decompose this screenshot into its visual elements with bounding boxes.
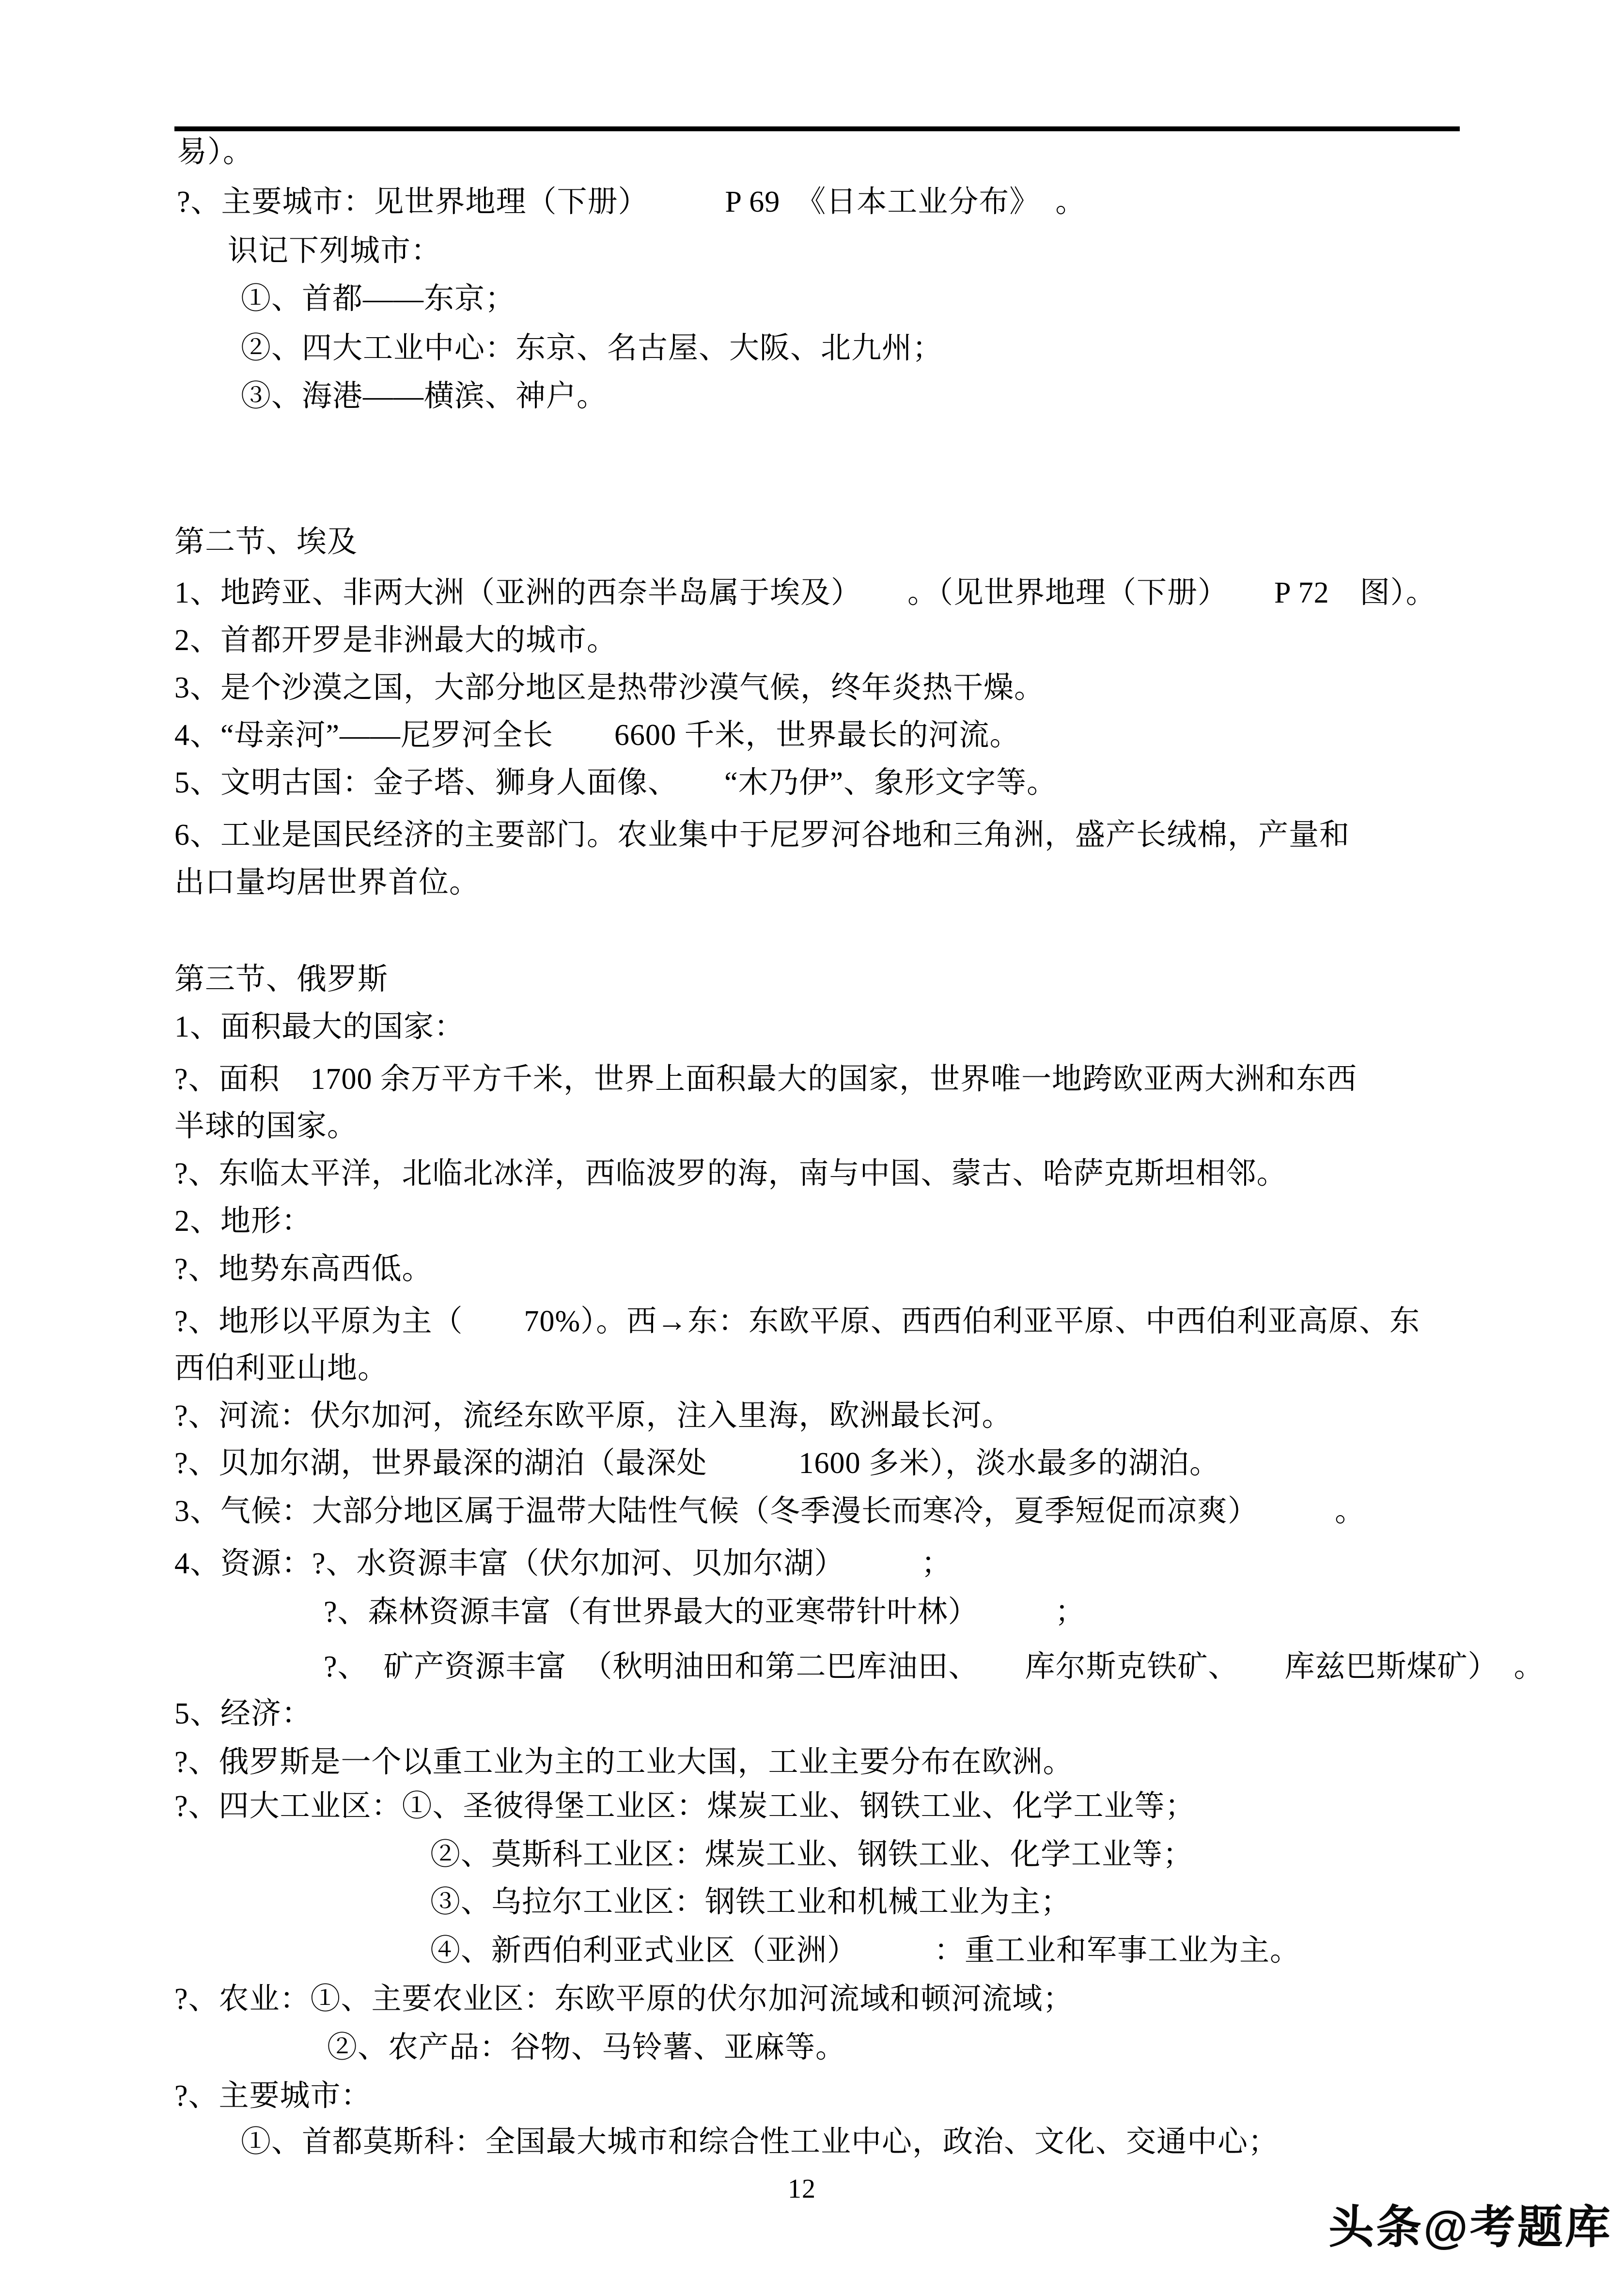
- section-heading-egypt: 第二节、埃及: [174, 526, 358, 558]
- text-line: ?、农业：①、主要农业区：东欧平原的伏尔加河流域和顿河流域；: [174, 1983, 1074, 2016]
- text-line: ?、主要城市：: [174, 2079, 372, 2112]
- text-line: 6、工业是国民经济的主要部门。农业集中于尼罗河谷地和三角洲，盛产长绒棉，产量和: [174, 819, 1350, 852]
- text-line: ?、地势东高西低。: [174, 1253, 433, 1286]
- list-item: ①、首都莫斯科：全国最大城市和综合性工业中心，政治、文化、交通中心；: [241, 2125, 1279, 2158]
- list-item: ②、四大工业中心：东京、名古屋、大阪、北九州；: [241, 332, 943, 365]
- text-line: 半球的国家。: [174, 1110, 358, 1143]
- text-line: ?、主要城市：见世界地理（下册） P 69 《日本工业分布》 。: [177, 186, 1086, 218]
- list-item: ④、新西伯利亚式业区（亚洲） ：重工业和军事工业为主。: [430, 1934, 1301, 1967]
- text-line: 4、资源：?、水资源丰富（伏尔加河、贝加尔湖） ；: [174, 1547, 952, 1580]
- list-item: ②、农产品：谷物、马铃薯、亚麻等。: [327, 2031, 846, 2064]
- text-line: 5、经济：: [174, 1697, 312, 1730]
- text-line: 4、“母亲河”——尼罗河全长 6600 千米，世界最长的河流。: [174, 719, 1020, 752]
- text-line: 3、气候：大部分地区属于温带大陆性气候（冬季漫长而寒冷，夏季短促而凉爽） 。: [174, 1495, 1366, 1528]
- text-line: 易）。: [177, 136, 254, 169]
- text-line: 2、地形：: [174, 1205, 312, 1238]
- list-item: ①、首都——东京；: [241, 282, 516, 315]
- text-line: ?、贝加尔湖，世界最深的湖泊（最深处 1600 多米），淡水最多的湖泊。: [174, 1447, 1220, 1480]
- list-item: ?、 矿产资源丰富 （秋明油田和第二巴库油田、 库尔斯克铁矿、 库兹巴斯煤矿） 。: [324, 1650, 1545, 1683]
- text-line: 识记下列城市：: [228, 234, 442, 267]
- text-line: 西伯利亚山地。: [174, 1352, 389, 1385]
- text-line: 3、是个沙漠之国，大部分地区是热带沙漠气候，终年炎热干燥。: [174, 671, 1045, 704]
- text-line: 1、面积最大的国家：: [174, 1010, 465, 1043]
- list-item: ?、森林资源丰富（有世界最大的亚寒带针叶林） ；: [324, 1596, 1086, 1629]
- text-line: 出口量均居世界首位。: [174, 866, 480, 899]
- page-number: 12: [788, 2174, 816, 2204]
- text-line: ?、地形以平原为主（ 70%）。西→东：东欧平原、西西伯利亚平原、中西伯利亚高原、东: [174, 1305, 1421, 1338]
- top-rule-divider: [174, 126, 1460, 131]
- text-line: ?、面积 1700 余万平方千米，世界上面积最大的国家，世界唯一地跨欧亚两大洲和东西: [174, 1063, 1358, 1096]
- text-line: ?、四大工业区：①、圣彼得堡工业区：煤炭工业、钢铁工业、化学工业等；: [174, 1790, 1196, 1823]
- text-line: 5、文明古国：金子塔、狮身人面像、 “木乃伊”、象形文字等。: [174, 766, 1058, 799]
- text-line: 1、地跨亚、非两大洲（亚洲的西奈半岛属于埃及） 。（见世界地理（下册） P 72 图）。: [174, 576, 1437, 609]
- watermark: 头条@考题库: [1328, 2202, 1612, 2252]
- text-line: ?、河流：伏尔加河，流经东欧平原，注入里海，欧洲最长河。: [174, 1399, 1013, 1432]
- text-line: ?、俄罗斯是一个以重工业为主的工业大国，工业主要分布在欧洲。: [174, 1746, 1074, 1779]
- section-heading-russia: 第三节、俄罗斯: [174, 963, 389, 996]
- text-line: ?、东临太平洋，北临北冰洋，西临波罗的海，南与中国、蒙古、哈萨克斯坦相邻。: [174, 1157, 1287, 1190]
- list-item: ③、海港——横滨、神户。: [241, 380, 608, 413]
- list-item: ②、莫斯科工业区：煤炭工业、钢铁工业、化学工业等；: [430, 1838, 1194, 1871]
- text-line: 2、首都开罗是非洲最大的城市。: [174, 624, 618, 657]
- list-item: ③、乌拉尔工业区：钢铁工业和机械工业为主；: [430, 1886, 1072, 1919]
